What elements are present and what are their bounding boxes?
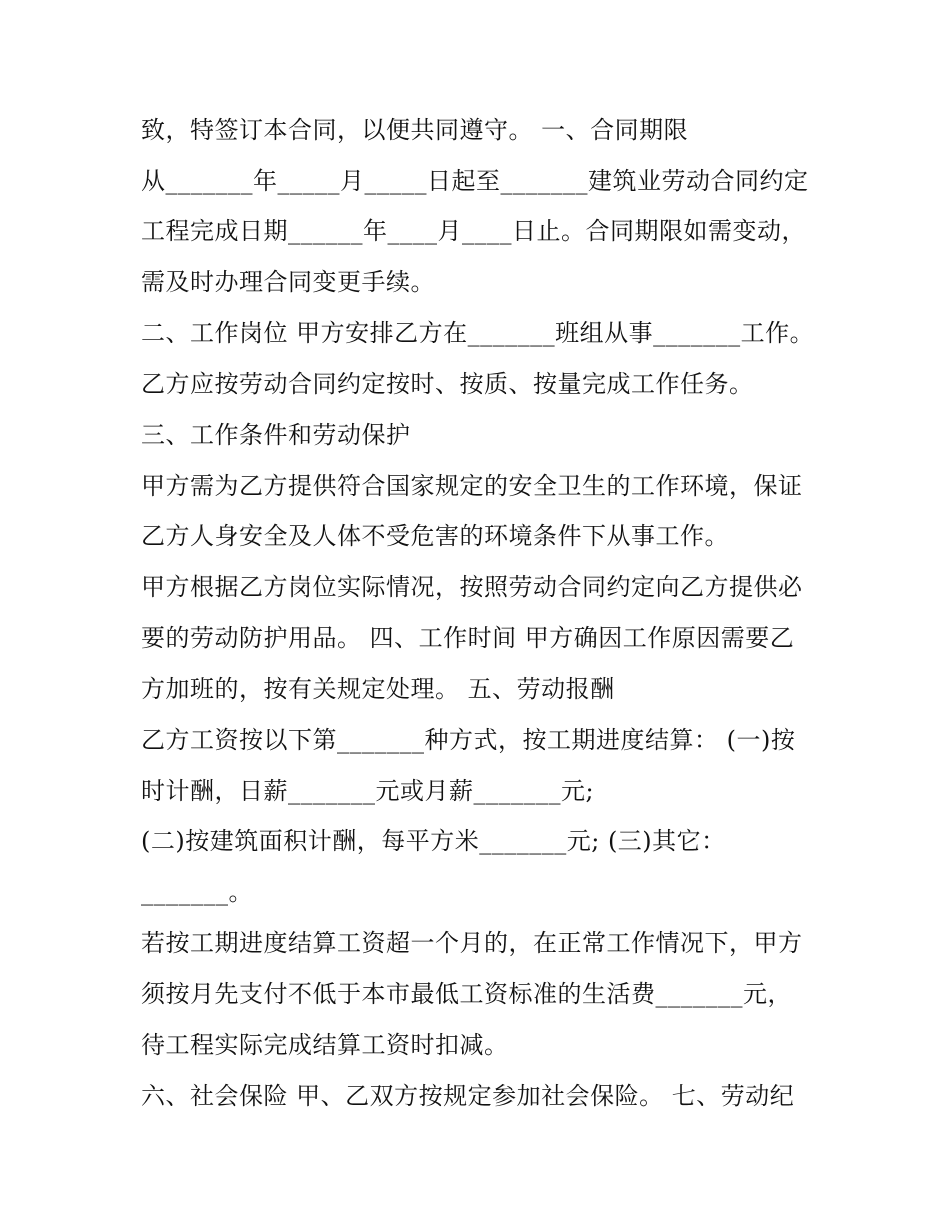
text-line: 乙方工资按以下第_______种方式，按工期进度结算： (一)按	[141, 726, 796, 754]
text-line: 时计酬，日薪_______元或月薪_______元;	[141, 777, 595, 805]
text-line: 六、社会保险 甲、乙双方按规定参加社会保险。 七、劳动纪	[141, 1082, 795, 1110]
text-line: 待工程实际完成结算工资时扣减。	[141, 1031, 509, 1059]
text-line: 方加班的，按有关规定处理。 五、劳动报酬	[141, 675, 615, 703]
text-line: _______。	[141, 878, 253, 906]
text-line: 须按月先支付不低于本市最低工资标准的生活费_______元，	[141, 980, 792, 1008]
text-line: 二、工作岗位 甲方安排乙方在_______班组从事_______工作。	[141, 319, 815, 347]
text-line: 甲方需为乙方提供符合国家规定的安全卫生的工作环境，保证	[141, 472, 803, 500]
text-line: 工程完成日期______年____月____日止。合同期限如需变动，	[141, 217, 806, 245]
text-line: 从_______年_____月_____日起至_______建筑业劳动合同约定	[141, 167, 809, 195]
text-line: 需及时办理合同变更手续。	[141, 268, 435, 296]
section-heading: 三、工作条件和劳动保护	[141, 421, 411, 449]
text-line: (二)按建筑面积计酬，每平方米_______元; (三)其它：	[141, 827, 726, 855]
text-line: 若按工期进度结算工资超一个月的，在正常工作情况下，甲方	[141, 929, 803, 957]
text-line: 乙方应按劳动合同约定按时、按质、按量完成工作任务。	[141, 370, 754, 398]
text-line: 乙方人身安全及人体不受危害的环境条件下从事工作。	[141, 522, 729, 550]
text-line: 甲方根据乙方岗位实际情况，按照劳动合同约定向乙方提供必	[141, 573, 803, 601]
text-line: 要的劳动防护用品。 四、工作时间 甲方确因工作原因需要乙	[141, 624, 795, 652]
text-line: 致，特签订本合同，以便共同遵守。 一、合同期限	[141, 116, 689, 144]
